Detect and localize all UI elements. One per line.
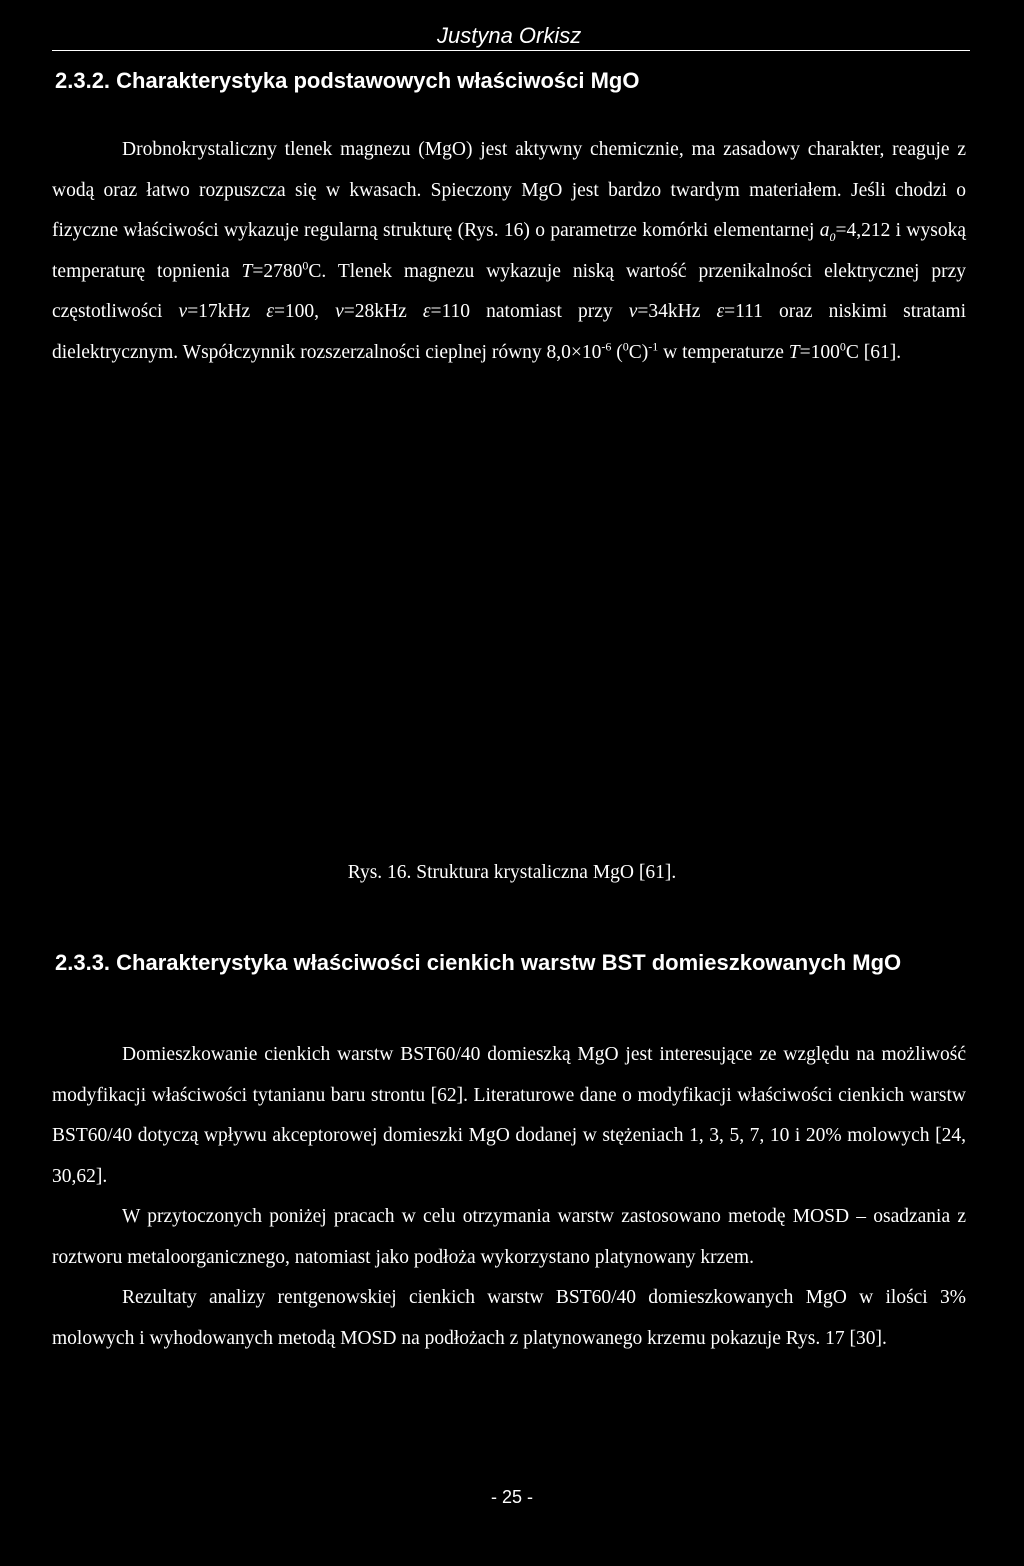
running-header-author: Justyna Orkisz xyxy=(437,23,582,48)
section-2-3-3-body xyxy=(52,1035,966,1359)
figure-16-caption: Rys. 16. Struktura krystaliczna MgO [61]. xyxy=(347,862,677,883)
paragraph-mgo-properties: Drobnokrystaliczny tlenek magnezu (MgO) jest aktywny chemicznie, ma zasadowy charakter, reaguje z wodą oraz łatwo rozpuszcza się w kwasach. Spieczony MgO jest bardzo twardym materiałem. Jeśli chodzi o fizyczne właściwości wykazuje regularną strukturę (Rys. 16) o parametrze komórki elementarnej $a_0=4,212$ i wysoką temperaturę topnienia $T=2780^0C$. Tlenek magnezu wykazuje niską wartość przenikalności elektrycznej przy częstotliwości ν=17kHz ε=100, ν=28kHz ε=110 natomiast przy ν=34kHz ε=111 oraz niskimi stratami dielektrycznym. Współczynnik rozszerzalności cieplnej równy $8,0\times 10^{-6}$ $(^0C)^{-1}$ w temperaturze $T=100^0C$ [61]. xyxy=(52,139,966,363)
page-number: - 25 - xyxy=(490,1487,533,1507)
section-heading-2-3-3: 2.3.3. Charakterystyka właściwości cienkich warstw BST domieszkowanych MgO xyxy=(55,950,902,975)
section-2-3-2-body xyxy=(52,130,966,373)
paragraph-mosd-method: W przytoczonych poniżej pracach w celu otrzymania warstw zastosowano metodę MOSD – osadzania z roztworu metaloorganicznego, natomiast jako podłoża wykorzystano platynowany krzem. xyxy=(52,1206,966,1268)
figure-16-image-area xyxy=(52,460,966,850)
paragraph-bst-doping: Domieszkowanie cienkich warstw BST60/40 domieszką MgO jest interesujące ze względu na możliwość modyfikacji właściwości tytanianu baru strontu [62]. Literaturowe dane o modyfikacji właściwości cienkich warstw BST60/40 dotyczą wpływu akceptorowej domieszki MgO dodanej w stężeniach 1, 3, 5, 7, 10 i 20% molowych [24, 30,62]. xyxy=(52,1044,966,1187)
paragraph-xrd-results: Rezultaty analizy rentgenowskiej cienkich warstw BST60/40 domieszkowanych MgO w ilości 3% molowych i wyhodowanych metodą MOSD na podłożach z platynowanego krzemu pokazuje Rys. 17 [30]. xyxy=(52,1287,966,1349)
section-heading-2-3-2: 2.3.2. Charakterystyka podstawowych właściwości MgO xyxy=(55,68,640,93)
header-rule xyxy=(52,50,970,51)
